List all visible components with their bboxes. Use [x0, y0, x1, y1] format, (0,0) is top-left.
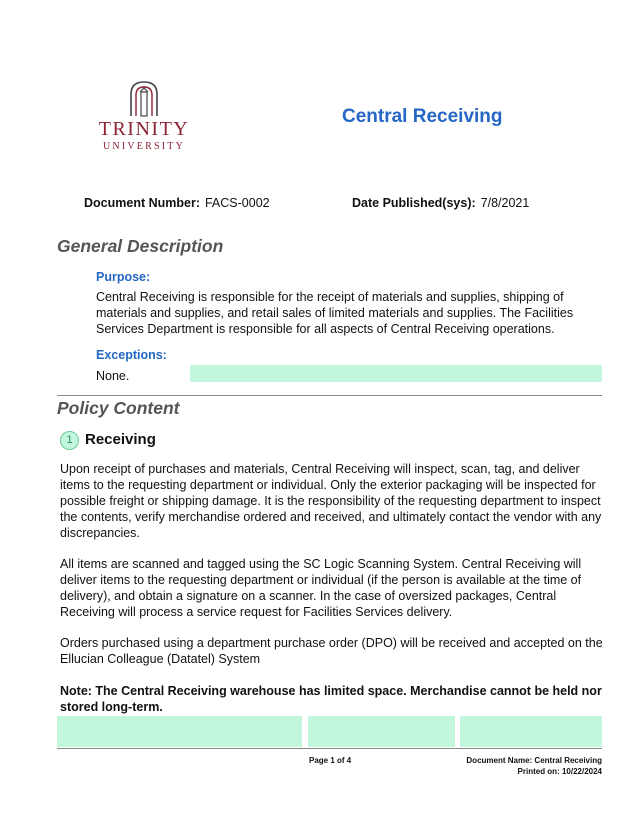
purpose-label: Purpose:: [96, 270, 151, 284]
tower-emblem-icon: [127, 80, 161, 118]
logo-subname: UNIVERSITY: [103, 141, 185, 152]
exceptions-highlight-bar: [190, 365, 602, 382]
document-number-value: FACS-0002: [204, 196, 270, 210]
footer-printed-date: Printed on: 10/22/2024: [517, 767, 602, 776]
footer-highlight-cell-1: [57, 716, 302, 747]
policy-paragraph-2: All items are scanned and tagged using the SC Logic Scanning System. Central Receiving will deliver items to the requesting department or individual (if the person is available at the time of delivery), and obtain a signature on a scanner. In the case of oversized packages, Central Receiving will process a service request for Facilities Services delivery.: [60, 557, 582, 619]
footer-highlight-cell-3: [460, 716, 602, 747]
general-description-heading: General Description: [57, 236, 224, 256]
policy-content-heading: Policy Content: [57, 398, 180, 418]
date-published: [352, 196, 529, 210]
exceptions-text: None.: [96, 369, 130, 383]
date-published-value: 7/8/2021: [480, 196, 530, 210]
document-number-label: Document Number:: [84, 196, 200, 210]
section-divider: [57, 395, 602, 396]
purpose-text: Central Receiving is responsible for the receipt of materials and supplies, shipping of materials and supplies, and retail sales of limited materials and supplies. The Facilities Services Department is responsible for all aspects of Central Receiving operations.: [96, 290, 574, 336]
document-title: Central Receiving: [342, 106, 503, 127]
university-logo: [90, 80, 198, 154]
footer-highlight-cell-2: [308, 716, 455, 747]
footer-document-name: Document Name: Central Receiving: [466, 756, 602, 765]
exceptions-label: Exceptions:: [96, 348, 167, 362]
step-number-badge: 1: [60, 431, 79, 450]
footer-divider: [57, 748, 602, 749]
footer-page-number: Page 1 of 4: [309, 756, 352, 765]
logo-name: TRINITY: [98, 118, 190, 140]
document-number: [84, 196, 270, 210]
policy-note: Note: The Central Receiving warehouse has limited space. Merchandise cannot be held nor stored long-term.: [60, 684, 602, 714]
date-published-label: Date Published(sys):: [352, 196, 476, 210]
policy-paragraph-1: Upon receipt of purchases and materials, Central Receiving will inspect, scan, tag, and deliver items to the requesting department or individual. Only the exterior packaging will be inspected for possible freight or shipping damage. It is the responsibility of the requesting department to inspect the contents, verify merchandise ordered and received, and ultimately contact the vendor with any discrepancies.: [60, 462, 602, 540]
step-title: Receiving: [85, 431, 156, 448]
policy-paragraph-3: Orders purchased using a department purchase order (DPO) will be received and accepted on the Ellucian Colleague (Datatel) System: [60, 636, 603, 666]
